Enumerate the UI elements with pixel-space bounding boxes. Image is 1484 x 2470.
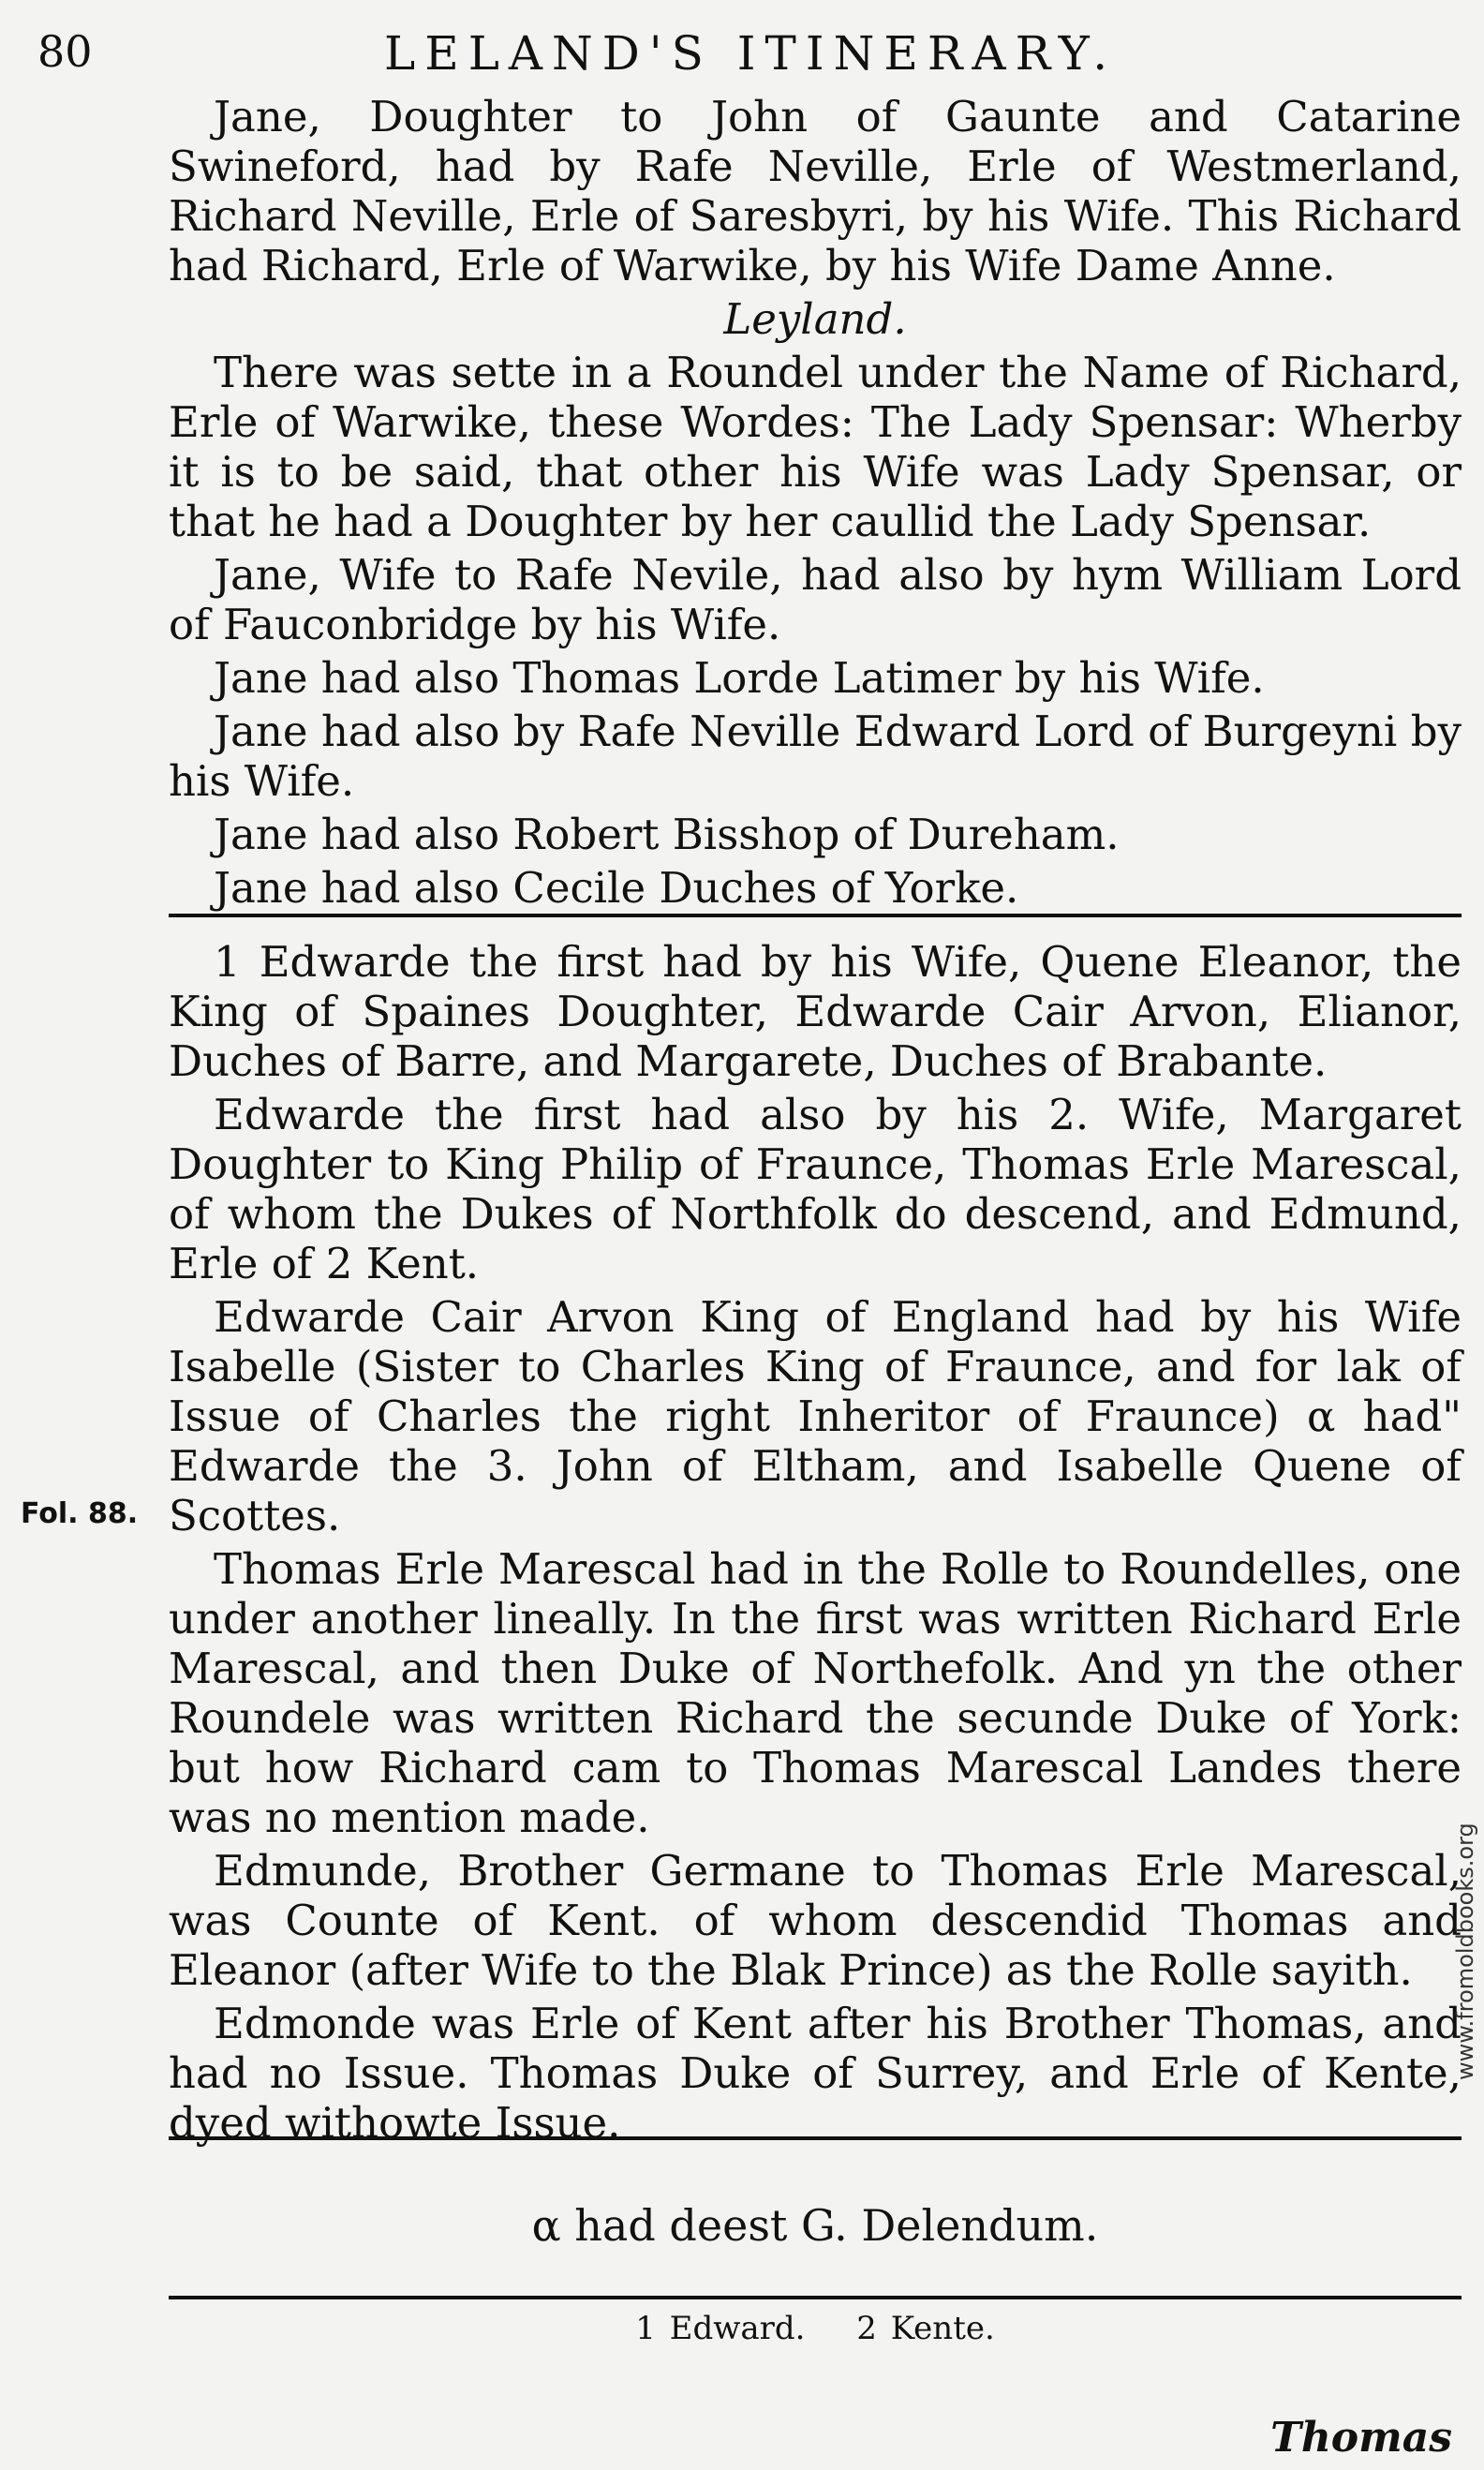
paragraph: Jane had also Thomas Lorde Latimer by his Wife. bbox=[214, 653, 1265, 703]
folio-margin-note: Fol. 88. bbox=[21, 1497, 139, 1530]
footnote: 1 Edward. bbox=[635, 2310, 806, 2347]
watermark-url: www.fromoldbooks.org bbox=[1452, 1823, 1478, 2080]
errata-bottom-rule bbox=[169, 2296, 1462, 2299]
footnote: 2 Kente. bbox=[856, 2310, 995, 2347]
paragraph: 1 Edwarde the first had by his Wife, Quene Eleanor, the King of Spaines Doughter, Edwarde Cair Arvon, Elianor, Duches of Barre, and Margarete, Duches of Brabante. bbox=[169, 937, 1462, 1086]
paragraph: Thomas Erle Marescal had in the Rolle to Roundelles, one under another lineally. In the first was written Richard Erle Marescal, and then Duke of Northefolk. And yn the other Roundele was written Richard the secunde Duke of York: but how Richard cam to Thomas Marescal Landes there was no mention made. bbox=[169, 1544, 1462, 1842]
paragraph: Edwarde Cair Arvon King of England had by his Wife Isabelle (Sister to Charles King of Fraunce, and for lak of Issue of Charles the right Inheritor of Fraunce) α had" Edwarde the 3. John of Eltham, and Isabelle Quene of Scottes. bbox=[169, 1292, 1462, 1540]
paragraph: Jane had also Robert Bisshop of Dureham. bbox=[214, 810, 1120, 859]
section-one bbox=[169, 92, 1462, 916]
errata-top-rule bbox=[169, 2136, 1462, 2140]
paragraph: Jane, Wife to Rafe Nevile, had also by hym William Lord of Fauconbridge by his Wife. bbox=[169, 550, 1462, 649]
section-two bbox=[169, 937, 1462, 2151]
section-divider bbox=[169, 914, 1462, 917]
paragraph: There was sette in a Roundel under the Name of Richard, Erle of Warwike, these Wordes: The Lady Spensar: Wherby it is to be said, that other his Wife was Lady Spensar, or that he had a Doughter by her caullid the Lady Spensar. bbox=[169, 348, 1462, 546]
errata-note: α had deest G. Delendum. bbox=[531, 2200, 1099, 2251]
paragraph: Edwarde the first had also by his 2. Wife, Margaret Doughter to King Philip of Fraunce, Thomas Erle Marescal, of whom the Dukes of Northfolk do descend, and Edmund, Erle of 2 Kent. bbox=[169, 1090, 1462, 1288]
paragraph: Jane had also by Rafe Neville Edward Lord of Burgeyni by his Wife. bbox=[169, 707, 1462, 806]
footnotes bbox=[169, 2310, 1462, 2347]
catchword: Thomas bbox=[1270, 2414, 1452, 2462]
subheading: Leyland. bbox=[723, 294, 907, 344]
paragraph: Edmonde was Erle of Kent after his Brother Thomas, and had no Issue. Thomas Duke of Surrey, and Erle of Kente, dyed withowte Issue. bbox=[169, 1999, 1462, 2148]
page-number: 80 bbox=[37, 26, 93, 77]
paragraph: Jane had also Cecile Duches of Yorke. bbox=[214, 863, 1019, 913]
running-title: LELAND'S ITINERARY. bbox=[384, 26, 1118, 81]
paragraph: Edmunde, Brother Germane to Thomas Erle Marescal, was Counte of Kent. of whom descendid Thomas and Eleanor (after Wife to the Blak Prince) as the Rolle sayith. bbox=[169, 1846, 1462, 1995]
paragraph: Jane, Doughter to John of Gaunte and Catarine Swineford, had by Rafe Neville, Erle of Westmerland, Richard Neville, Erle of Saresbyri, by his Wife. This Richard had Richard, Erle of Warwike, by his Wife Dame Anne. bbox=[169, 92, 1462, 290]
